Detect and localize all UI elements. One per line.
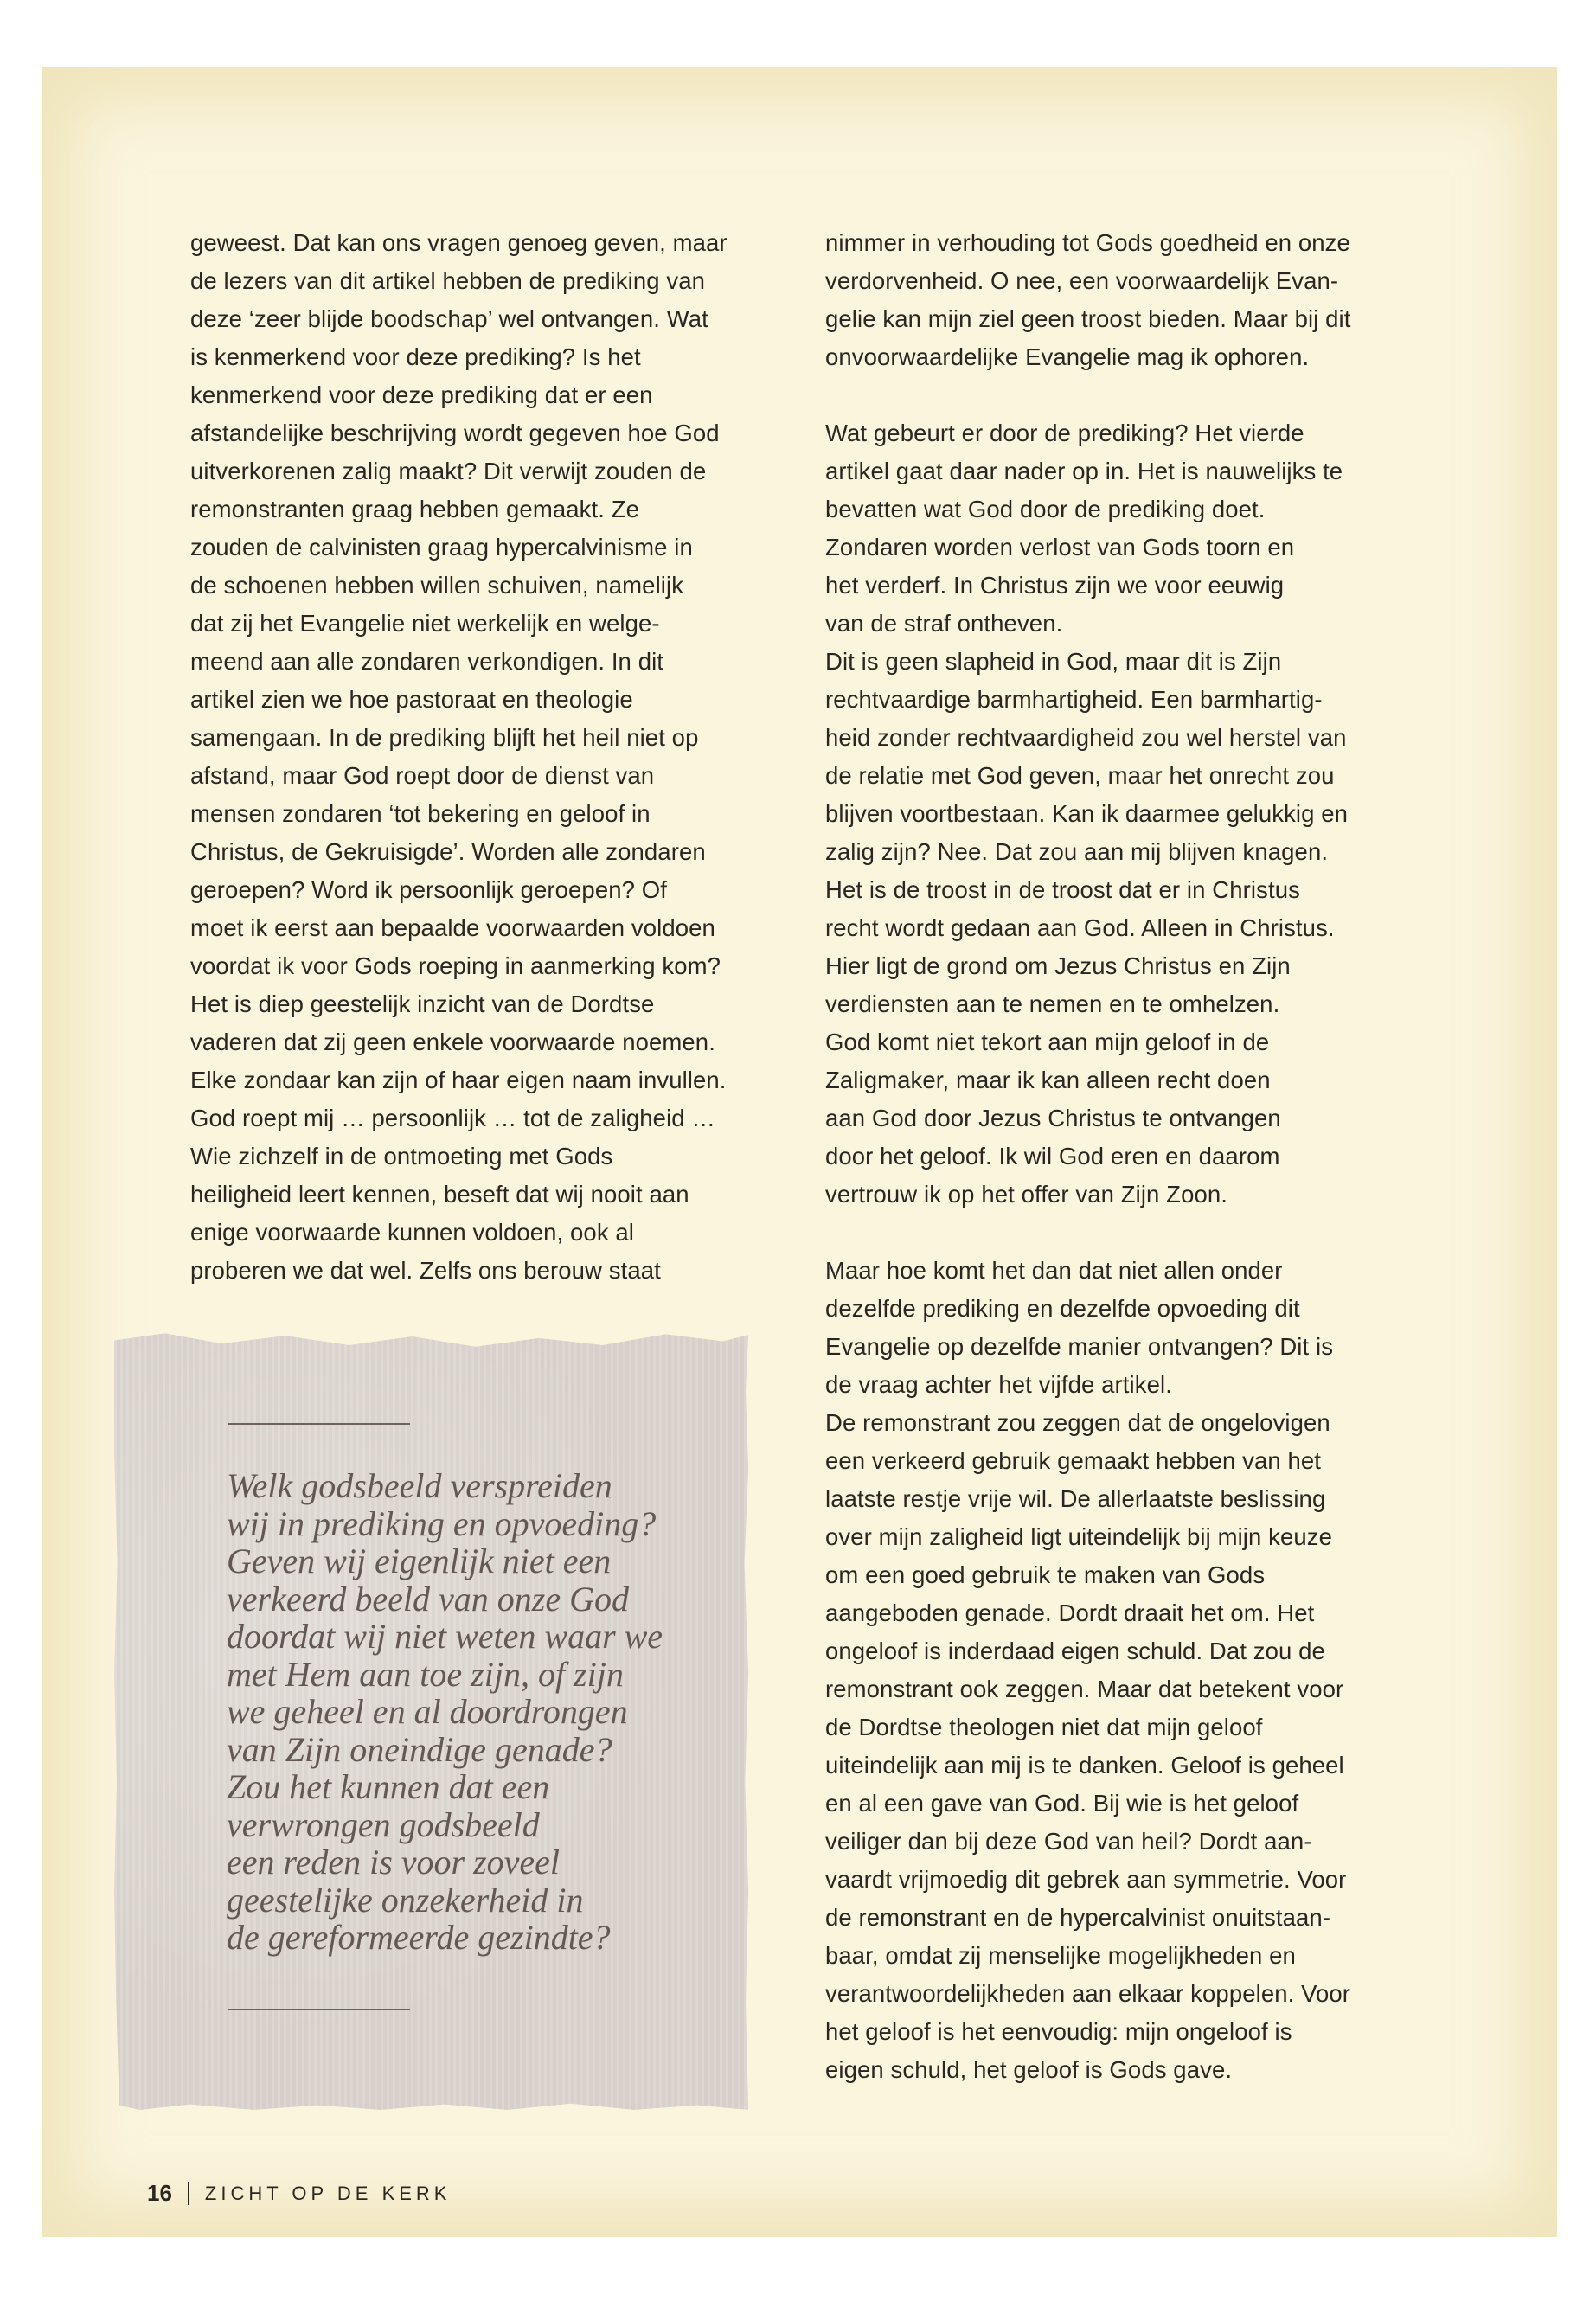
text-line: recht wordt gedaan aan God. Alleen in Christus. bbox=[825, 914, 1335, 941]
quote-line: verkeerd beeld van onze God bbox=[227, 1579, 629, 1618]
text-line: verantwoordelijkheden aan elkaar koppelen. Voor bbox=[825, 1980, 1351, 2007]
text-line: uiteindelijk aan mij is te danken. Geloof is geheel bbox=[825, 1752, 1344, 1779]
text-line: dat zij het Evangelie niet werkelijk en welge- bbox=[190, 610, 660, 637]
quote-line: Zou het kunnen dat een bbox=[227, 1767, 550, 1806]
text-line: zouden de calvinisten graag hypercalvinisme in bbox=[190, 534, 693, 561]
text-line: ongeloof is inderdaad eigen schuld. Dat zou de bbox=[825, 1638, 1325, 1664]
text-line: remonstranten graag hebben gemaakt. Ze bbox=[190, 496, 639, 522]
text-line: aan God door Jezus Christus te ontvangen bbox=[825, 1105, 1281, 1131]
quote-line: de gereformeerde gezindte? bbox=[227, 1918, 611, 1957]
text-line: Evangelie op dezelfde manier ontvangen? Dit is bbox=[825, 1333, 1334, 1360]
text-line: en al een gave van God. Bij wie is het geloof bbox=[825, 1790, 1299, 1817]
page-number: 16 bbox=[147, 2180, 172, 2206]
text-line: de schoenen hebben willen schuiven, namelijk bbox=[190, 572, 684, 599]
text-line: heiligheid leert kennen, beseft dat wij nooit aan bbox=[190, 1181, 689, 1208]
text-line: het verderf. In Christus zijn we voor eeuwig bbox=[825, 572, 1285, 599]
text-line: blijven voortbestaan. Kan ik daarmee gelukkig en bbox=[825, 800, 1349, 827]
text-line: dezelfde prediking en dezelfde opvoeding dit bbox=[825, 1295, 1300, 1322]
text-line: door het geloof. Ik wil God eren en daarom bbox=[825, 1143, 1280, 1170]
text-line: Het is de troost in de troost dat er in Christus bbox=[825, 876, 1300, 903]
pull-quote-rule-bottom bbox=[228, 2009, 410, 2010]
text-line: Hier ligt de grond om Jezus Christus en Zijn bbox=[825, 952, 1291, 979]
text-line: verdiensten aan te nemen en te omhelzen. bbox=[825, 990, 1280, 1017]
text-line: de relatie met God geven, maar het onrecht zou bbox=[825, 762, 1335, 789]
article-column-right bbox=[825, 224, 1431, 2089]
text-line: van de straf ontheven. bbox=[825, 610, 1063, 637]
text-line: heid zonder rechtvaardigheid zou wel herstel van bbox=[825, 724, 1347, 751]
quote-line: van Zijn oneindige genade? bbox=[227, 1729, 612, 1769]
text-line: Het is diep geestelijk inzicht van de Dordtse bbox=[190, 990, 655, 1017]
text-line: de lezers van dit artikel hebben de prediking van bbox=[190, 267, 705, 294]
text-line: onvoorwaardelijke Evangelie mag ik ophoren. bbox=[825, 343, 1310, 370]
text-line: Zondaren worden verlost van Gods toorn en bbox=[825, 534, 1295, 561]
text-line: Wat gebeurt er door de prediking? Het vierde bbox=[825, 420, 1304, 446]
text-line: geweest. Dat kan ons vragen genoeg geven, maar bbox=[190, 229, 727, 256]
text-line: mensen zondaren ‘tot bekering en geloof in bbox=[190, 800, 651, 827]
text-line: baar, omdat zij menselijke mogelijkheden en bbox=[825, 1942, 1296, 1969]
footer-divider bbox=[188, 2182, 189, 2205]
text-line: het geloof is het eenvoudig: mijn ongeloof is bbox=[825, 2018, 1292, 2045]
text-line: proberen we dat wel. Zelfs ons berouw staat bbox=[190, 1257, 661, 1284]
text-line: nimmer in verhouding tot Gods goedheid en onze bbox=[825, 229, 1350, 256]
text-line: uitverkorenen zalig maakt? Dit verwijt zouden de bbox=[190, 458, 707, 484]
text-line: Elke zondaar kan zijn of haar eigen naam invullen. bbox=[190, 1067, 727, 1093]
text-line: een verkeerd gebruik gemaakt hebben van het bbox=[825, 1447, 1322, 1474]
text-line: kenmerkend voor deze prediking dat er een bbox=[190, 381, 653, 408]
text-line: enige voorwaarde kunnen voldoen, ook al bbox=[190, 1219, 635, 1246]
quote-line: we geheel en al doordrongen bbox=[227, 1692, 628, 1731]
text-line: afstandelijke beschrijving wordt gegeven hoe God bbox=[190, 420, 720, 446]
text-line: God roept mij … persoonlijk … tot de zaligheid … bbox=[190, 1105, 716, 1131]
text-line: de vraag achter het vijfde artikel. bbox=[825, 1371, 1172, 1398]
text-line: Christus, de Gekruisigde’. Worden alle zondaren bbox=[190, 838, 706, 865]
text-line: laatste restje vrije wil. De allerlaatste beslissing bbox=[825, 1485, 1326, 1512]
text-line: samengaan. In de prediking blijft het heil niet op bbox=[190, 724, 699, 751]
text-line: voordat ik voor Gods roeping in aanmerking kom? bbox=[190, 952, 721, 979]
text-line: aangeboden genade. Dordt draait het om. Het bbox=[825, 1599, 1315, 1626]
quote-line: doordat wij niet weten waar we bbox=[227, 1617, 663, 1656]
text-line: om een goed gebruik te maken van Gods bbox=[825, 1561, 1266, 1588]
quote-line: Welk godsbeeld verspreiden bbox=[227, 1466, 612, 1505]
text-line: God komt niet tekort aan mijn geloof in de bbox=[825, 1029, 1270, 1055]
text-line: artikel gaat daar nader op in. Het is nauwelijks te bbox=[825, 458, 1343, 484]
text-line: afstand, maar God roept door de dienst van bbox=[190, 762, 655, 789]
text-line: bevatten wat God door de prediking doet. bbox=[825, 496, 1266, 522]
text-line: gelie kan mijn ziel geen troost bieden. Maar bij dit bbox=[825, 305, 1351, 332]
paragraph-spacer bbox=[825, 1214, 1431, 1252]
text-line: meend aan alle zondaren verkondigen. In dit bbox=[190, 648, 664, 675]
text-line: Dit is geen slapheid in God, maar dit is Zijn bbox=[825, 648, 1282, 675]
paragraph-spacer bbox=[825, 376, 1431, 414]
text-line: over mijn zaligheid ligt uiteindelijk bij mijn keuze bbox=[825, 1523, 1333, 1550]
quote-line: een reden is voor zoveel bbox=[227, 1843, 561, 1881]
quote-line: Geven wij eigenlijk niet een bbox=[227, 1541, 612, 1580]
quote-line: met Hem aan toe zijn, of zijn bbox=[227, 1654, 624, 1694]
text-line: verdorvenheid. O nee, een voorwaardelijk Evan- bbox=[825, 267, 1339, 294]
text-line: remonstrant ook zeggen. Maar dat betekent voor bbox=[825, 1676, 1344, 1702]
article-column-left bbox=[190, 224, 796, 1290]
text-line: zalig zijn? Nee. Dat zou aan mij blijven knagen. bbox=[825, 838, 1329, 865]
text-line: vaderen dat zij geen enkele voorwaarde noemen. bbox=[190, 1029, 715, 1055]
text-line: de Dordtse theologen niet dat mijn geloof bbox=[825, 1714, 1263, 1740]
text-line: deze ‘zeer blijde boodschap’ wel ontvangen. Wat bbox=[190, 305, 708, 332]
quote-line: wij in prediking en opvoeding? bbox=[227, 1503, 657, 1543]
quote-line: verwrongen godsbeeld bbox=[227, 1804, 540, 1844]
text-line: Maar hoe komt het dan dat niet allen onder bbox=[825, 1257, 1283, 1284]
text-line: de remonstrant en de hypercalvinist onuitstaan- bbox=[825, 1904, 1331, 1931]
page-footer bbox=[147, 2180, 452, 2207]
text-line: vaardt vrijmoedig dit gebrek aan symmetrie. Voor bbox=[825, 1866, 1347, 1893]
quote-line: geestelijke onzekerheid in bbox=[227, 1880, 584, 1920]
text-line: geroepen? Word ik persoonlijk geroepen? Of bbox=[190, 876, 667, 903]
text-line: rechtvaardige barmhartigheid. Een barmhartig- bbox=[825, 686, 1323, 713]
text-line: De remonstrant zou zeggen dat de ongelovigen bbox=[825, 1409, 1330, 1436]
text-line: artikel zien we hoe pastoraat en theologie bbox=[190, 686, 633, 713]
magazine-name: ZICHT OP DE KERK bbox=[204, 2182, 452, 2204]
text-line: Zaligmaker, maar ik kan alleen recht doen bbox=[825, 1067, 1271, 1093]
text-line: Wie zichzelf in de ontmoeting met Gods bbox=[190, 1143, 613, 1170]
text-line: moet ik eerst aan bepaalde voorwaarden voldoen bbox=[190, 914, 715, 941]
text-line: veiliger dan bij deze God van heil? Dordt aan- bbox=[825, 1828, 1312, 1855]
pull-quote-text bbox=[227, 1467, 663, 1957]
text-line: eigen schuld, het geloof is Gods gave. bbox=[825, 2056, 1233, 2083]
pull-quote-rule-top bbox=[228, 1423, 410, 1425]
text-line: vertrouw ik op het offer van Zijn Zoon. bbox=[825, 1181, 1228, 1208]
text-line: is kenmerkend voor deze prediking? Is het bbox=[190, 343, 641, 370]
